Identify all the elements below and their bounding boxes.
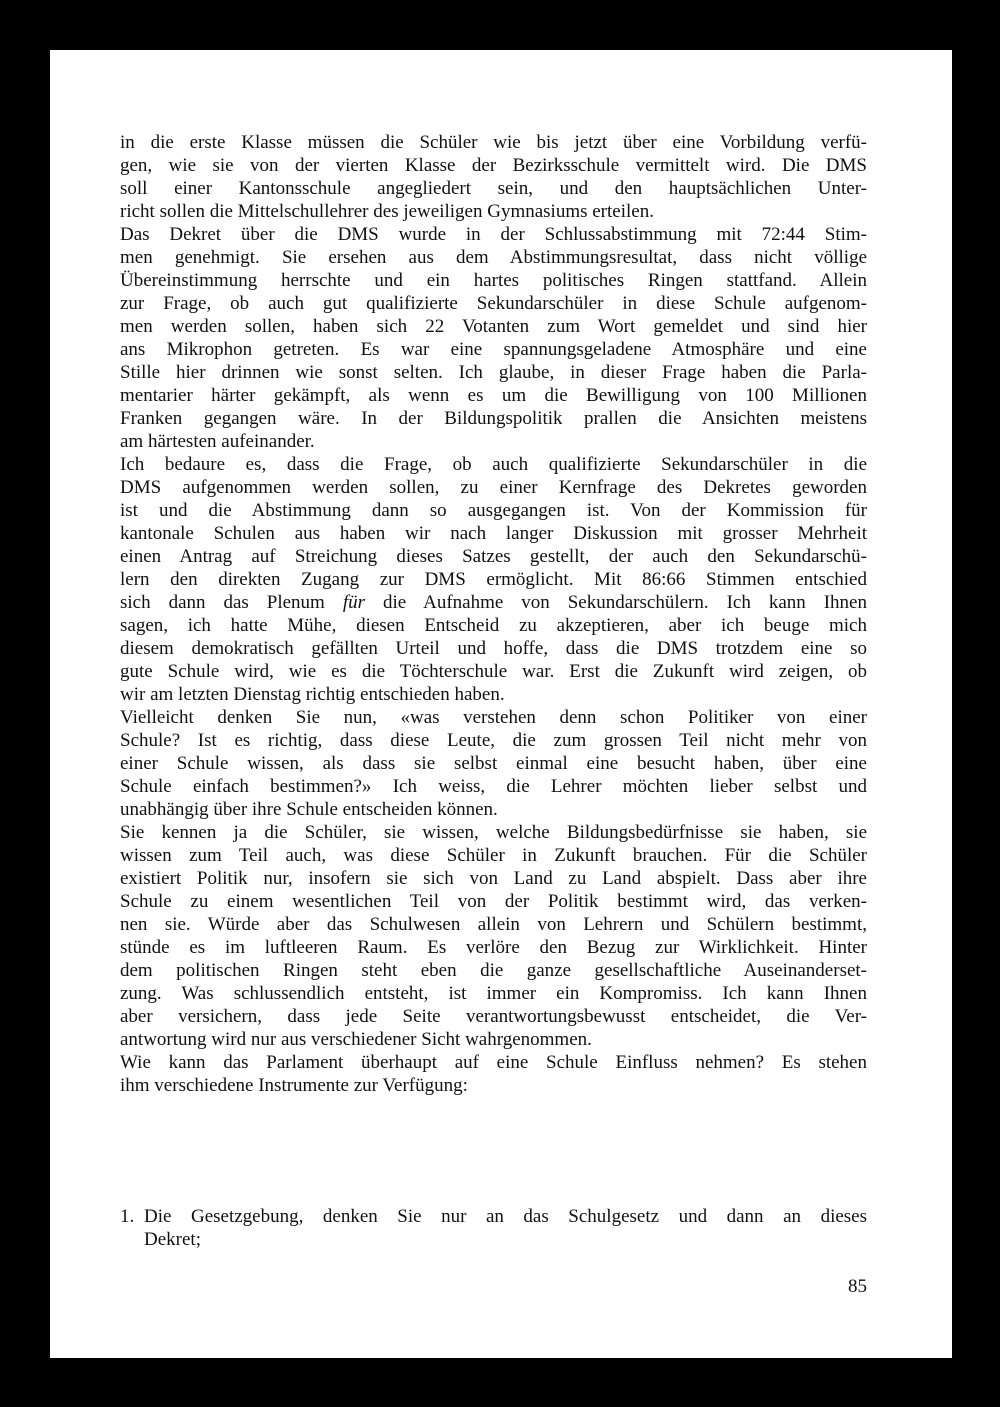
page-number: 85 — [848, 1276, 867, 1297]
text-line: dem politischen Ringen steht eben die ganze gesellschaftliche Auseinanderset- — [120, 960, 867, 981]
text-line: antwortung wird nur aus verschiedener Sicht wahrgenommen. — [120, 1029, 592, 1050]
body-text — [120, 131, 867, 1097]
text-line: zung. Was schlussendlich entsteht, ist immer ein Kompromiss. Ich kann Ihnen — [120, 983, 867, 1004]
text-line: einer Schule wissen, als dass sie selbst einmal eine besucht haben, über eine — [120, 753, 867, 774]
text-line: lern den direkten Zugang zur DMS ermöglicht. Mit 86:66 Stimmen entschied — [120, 569, 867, 590]
text-line: DMS aufgenommen werden sollen, zu einer Kernfrage des Dekretes geworden — [120, 477, 867, 498]
list-item-number: 1. — [120, 1206, 135, 1227]
text-line: gute Schule wird, wie es die Töchterschule war. Erst die Zukunft wird zeigen, ob — [120, 661, 867, 682]
text-line: zur Frage, ob auch gut qualifizierte Sekundarschüler in diese Schule aufgenom- — [120, 293, 867, 314]
text-line: men genehmigt. Sie ersehen aus dem Abstimmungsresultat, dass nicht völlige — [120, 247, 867, 268]
text-line: Dekret; — [144, 1229, 201, 1250]
text-line: ans Mikrophon getreten. Es war eine spannungsgeladene Atmosphäre und eine — [120, 339, 867, 360]
text-line: mentarier härter gekämpft, als wenn es um die Bewilligung von 100 Millionen — [120, 385, 867, 406]
text-line: Franken gegangen wäre. In der Bildungspolitik prallen die Ansichten meistens — [120, 408, 867, 429]
text-line: Stille hier drinnen wie sonst selten. Ich glaube, in dieser Frage haben die Parla- — [120, 362, 867, 383]
text-line: unabhängig über ihre Schule entscheiden können. — [120, 799, 498, 820]
text-line: ist und die Abstimmung dann so ausgegangen ist. Von der Kommission für — [120, 500, 867, 521]
paragraph — [120, 706, 867, 821]
text-line: Schule? Ist es richtig, dass diese Leute, die zum grossen Teil nicht mehr von — [120, 730, 867, 751]
text-line: kantonale Schulen aus haben wir nach langer Diskussion mit grosser Mehrheit — [120, 523, 867, 544]
paragraph — [120, 821, 867, 1051]
paragraph — [120, 131, 867, 223]
text-line: nen sie. Würde aber das Schulwesen allein von Lehrern und Schülern bestimmt, — [120, 914, 867, 935]
text-line: aber versichern, dass jede Seite verantwortungsbewusst entscheidet, die Ver- — [120, 1006, 867, 1027]
text-line: Schule zu einem wesentlichen Teil von der Politik bestimmt wird, das verken- — [120, 891, 867, 912]
text-line-with-emphasis — [120, 591, 867, 614]
paragraph — [120, 1051, 867, 1097]
text-line: sagen, ich hatte Mühe, diesen Entscheid zu akzeptieren, aber ich beuge mich — [120, 615, 867, 636]
text-line: in die erste Klasse müssen die Schüler wie bis jetzt über eine Vorbildung verfü- — [120, 132, 867, 153]
text-line: Die Gesetzgebung, denken Sie nur an das Schulgesetz und dann an dieses — [144, 1206, 867, 1227]
text-line: Das Dekret über die DMS wurde in der Schlussabstimmung mit 72:44 Stim- — [120, 224, 867, 245]
text-line: diesem demokratisch gefällten Urteil und hoffe, dass die DMS trotzdem eine so — [120, 638, 867, 659]
text-line: stünde es im luftleeren Raum. Es verlöre den Bezug zur Wirklichkeit. Hinter — [120, 937, 867, 958]
text-line: ihm verschiedene Instrumente zur Verfügung: — [120, 1075, 468, 1096]
text-line: Ich bedaure es, dass die Frage, ob auch qualifizierte Sekundarschüler in die — [120, 454, 867, 475]
text-line: richt sollen die Mittelschullehrer des jeweiligen Gymnasiums erteilen. — [120, 201, 654, 222]
text-line: Sie kennen ja die Schüler, sie wissen, welche Bildungsbedürfnisse sie haben, sie — [120, 822, 867, 843]
text-line: existiert Politik nur, insofern sie sich von Land zu Land abspielt. Dass aber ihre — [120, 868, 867, 889]
paragraph — [120, 453, 867, 706]
text-line: gen, wie sie von der vierten Klasse der Bezirksschule vermittelt wird. Die DMS — [120, 155, 867, 176]
text-line: wir am letzten Dienstag richtig entschieden haben. — [120, 684, 505, 705]
text-line: Vielleicht denken Sie nun, «was verstehen denn schon Politiker von einer — [120, 707, 867, 728]
text-line: men werden sollen, haben sich 22 Votanten zum Wort gemeldet und sind hier — [120, 316, 867, 337]
list-item-text — [144, 1205, 867, 1251]
document-page — [50, 50, 952, 1358]
emphasized-word: für — [342, 592, 365, 613]
text-segment: die Aufnahme von Sekundarschülern. Ich kann Ihnen — [365, 592, 867, 613]
paragraph — [120, 223, 867, 453]
text-line: einen Antrag auf Streichung dieses Satzes gestellt, der auch den Sekundarschü- — [120, 546, 867, 567]
text-line: soll einer Kantonsschule angegliedert sein, und den hauptsächlichen Unter- — [120, 178, 867, 199]
text-line: am härtesten aufeinander. — [120, 431, 315, 452]
text-line: Wie kann das Parlament überhaupt auf eine Schule Einfluss nehmen? Es stehen — [120, 1052, 867, 1073]
text-segment: sich dann das Plenum — [120, 592, 343, 613]
text-line: wissen zum Teil auch, was diese Schüler in Zukunft brauchen. Für die Schüler — [120, 845, 867, 866]
text-line: Übereinstimmung herrschte und ein hartes politisches Ringen stattfand. Allein — [120, 270, 867, 291]
text-line: Schule einfach bestimmen?» Ich weiss, die Lehrer möchten lieber selbst und — [120, 776, 867, 797]
